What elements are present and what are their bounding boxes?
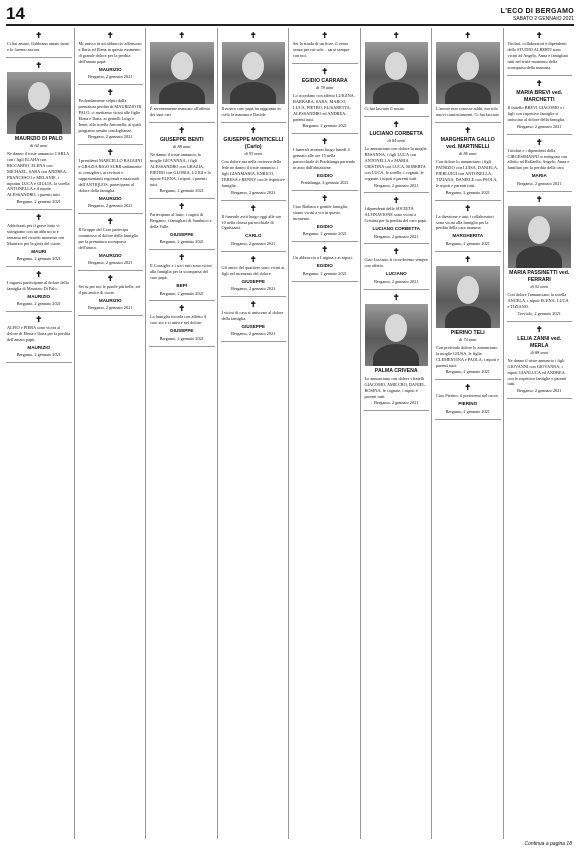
notice-text: La famiglia ricorda con affetto il caro zio e si unisce nel dolore.	[150, 314, 207, 326]
deceased-name: GIUSEPPE MONTICELLI (Carlo)	[223, 136, 284, 151]
obituary-notice	[149, 123, 215, 200]
cross-icon: ✝	[35, 269, 43, 280]
cross-icon: ✝	[249, 124, 257, 135]
column-8	[507, 28, 575, 839]
notice-text: ALFIO e PIERA sono vicini al dolore di Elena e Ilaria per la perdita dell'amato papà.	[7, 325, 71, 343]
cross-icon: ✝	[35, 30, 43, 40]
notice-signature: BEPI	[176, 283, 188, 289]
notice-signature: MAURIZIO	[27, 345, 51, 351]
page-header	[6, 0, 574, 26]
obituary-notice	[221, 201, 287, 252]
notice-text: Sei tu per noi le parole più belle, sei il più amico di cuore.	[78, 284, 141, 296]
notice-text: È sereneamente mancato all'affetto dei suoi cari	[150, 106, 210, 117]
cross-icon: ✝	[249, 30, 257, 40]
notice-place-date: Bergamo, 2 gennaio 2021	[16, 301, 61, 307]
obituary-notice	[6, 210, 72, 267]
obituary-notice	[435, 380, 501, 419]
notice-text: Mi unisco in un abbraccio affettuoso a Ilaria ed Elena in questo momento di grande dolore per la perdita dell'amato papà.	[78, 41, 142, 64]
obituary-notice	[507, 322, 573, 400]
notice-place-date: Bergamo, 2 gennaio 2021	[445, 189, 490, 195]
deceased-name: LELIA ZANNI ved. MERLA	[517, 335, 562, 349]
cross-icon: ✝	[464, 30, 472, 40]
deceased-age: di 78 anni	[316, 84, 334, 90]
notice-place-date: Bergamo, 2 gennaio 2021	[88, 203, 133, 209]
notice-place-date: Bergamo, 2 gennaio 2021	[231, 240, 276, 246]
notice-text: Un abbraccio a Luigina e ai nipoti.	[293, 255, 353, 261]
notice-place-date: Bergamo, 2 gennaio 2021	[302, 123, 347, 129]
notice-text: Ne danno il triste annuncio CARLA con i figli ELAHA con RICCARDO, ELENA con MICHAEL, SARA con ANDREA, FRANCESCO e MELANIE, i nipotini LUCA e GIULIA, la sorella ANTONELLA e il nipote ALESSANDRO, i parenti tutti.	[7, 150, 70, 198]
notice-text: I funerali avranno luogo lunedì 4 gennaio alle ore 15 nella parrocchiale di Pradalunga partendo in auto dall'abitazione.	[293, 147, 356, 171]
continued-note: Continua a pagina 18	[524, 841, 572, 847]
obituary-notice	[6, 58, 72, 210]
notice-text: I ragazzi partecipano al dolore della famiglia di Maurizio Di Palo.	[7, 280, 69, 292]
cross-icon: ✝	[535, 136, 543, 147]
notice-signature: EGIDIO	[316, 263, 333, 269]
deceased-age: di 86 anni	[459, 151, 477, 157]
publication-block	[501, 8, 574, 22]
obituary-notice	[435, 28, 501, 123]
cross-icon: ✝	[464, 253, 472, 264]
deceased-name: MARIA PASSINETTI ved. FERRARI	[509, 269, 570, 283]
notice-text: Addolorati per il grave lutto vi stringiamo con un abbraccio e teniamo nel ricordo momenti con Maurizio per la gioia del cuore.	[7, 223, 65, 246]
notice-text: L'amore non conosce addii, ma solo nuovi cominciamenti. Ci hai lasciato	[436, 106, 500, 117]
notice-place-date: Bergamo, 2 gennaio 2021	[445, 240, 490, 246]
notice-signature: MAURIZIO	[27, 294, 51, 300]
notice-place-date: Bergamo, 2 gennaio 2021	[159, 239, 204, 245]
notice-place-date: Pradalunga, 2 gennaio 2021	[300, 180, 349, 186]
cross-icon: ✝	[35, 314, 43, 325]
obituary-notice	[364, 244, 430, 289]
notice-signature: CARLO	[245, 233, 262, 239]
notice-text: Partecipano al lutto: i cugini di Bergamo, i famigliari di Sambuco e della Valle.	[150, 212, 212, 230]
notice-place-date: Bergamo, 2 gennaio 2021	[88, 74, 133, 80]
obituary-notice	[149, 250, 215, 301]
notice-text: Titolari, collaboratori e dipendenti dello STUDIO ALBERTI sono vicini ad Angelo, Anna e famigliari tutti nel triste momento della scomparsa della mamma.	[507, 41, 569, 70]
notice-text: I titolari e i dipendenti della CIRGESIMANNI si stringono con affetto ad Raffaella, Angelo, Anna e familiari per la perdita della cara	[507, 147, 570, 171]
publication-name: L'ECO DI BERGAMO	[500, 8, 574, 15]
cross-icon: ✝	[178, 30, 186, 40]
portrait-photo	[508, 206, 572, 268]
notice-text: Con profondo dolore lo annunciano la moglie GIUSA, le figlie CLEMENTINA e PAOLA, i nipoti e parenti tutti.	[436, 344, 500, 368]
deceased-name: GIUSEPPE BENTI	[159, 136, 204, 143]
deceased-name: EGIDIO CARRARA	[301, 77, 348, 84]
notice-place-date: Bergamo, 2 gennaio 2021	[445, 408, 490, 414]
columns	[6, 28, 574, 839]
deceased-age: di 84 anni	[387, 138, 405, 144]
deceased-age: di 64 anni	[30, 143, 48, 149]
notice-signature: MAURIZIO	[98, 195, 122, 201]
notice-place-date: Bergamo, 2 gennaio 2021	[374, 400, 419, 406]
notice-text: Ne danno il triste annuncio la moglie GIOVANNA, i figli ALESSANDRO con GRAZIA, PIETRO con GLORIA, LUIGI e la nipote ELENA, i nipoti, i parenti tutti.	[150, 151, 211, 187]
cross-icon: ✝	[249, 253, 257, 264]
obituary-notice	[435, 252, 501, 381]
notice-place-date: Bergamo, 2 gennaio 2021	[517, 180, 562, 186]
notice-place-date: Bergamo, 2 gennaio 2021	[159, 335, 204, 341]
notice-text: Lo annunciano con dolore la moglie RESANNA, i figli LUCA con ANTONELLA e MARIA CRISTINA con LUCA, ROBERTA con LUCA, le sorelle, i cognati, le cognate, i nipoti e parenti tutti.	[364, 146, 427, 181]
obituary-notice	[221, 252, 287, 297]
notice-signature: EGIDIO	[316, 224, 333, 230]
obituary-notice	[435, 201, 501, 252]
deceased-name: LUCIANO CORBETTA	[369, 130, 423, 137]
cross-icon: ✝	[392, 118, 400, 129]
notice-signature: MARGHERITA	[452, 233, 484, 239]
notice-place-date: Bergamo, 2 gennaio 2021	[88, 305, 133, 311]
cross-icon: ✝	[392, 246, 400, 257]
cross-icon: ✝	[392, 291, 400, 302]
portrait-photo	[7, 72, 71, 134]
notice-place-date: Bergamo, 2 gennaio 2021	[16, 256, 61, 262]
portrait-photo	[222, 42, 286, 104]
notice-text: Il nostro caro papà ha raggiunto in cielo la mamma e Davide.	[221, 106, 281, 117]
column-2	[78, 28, 147, 839]
notice-signature: MAURIZIO	[98, 297, 122, 303]
column-3	[149, 28, 218, 839]
notice-place-date: Bergamo, 2 gennaio 2021	[302, 231, 347, 237]
deceased-name: PIERINO TELI	[450, 329, 485, 336]
obituary-notice	[435, 123, 501, 201]
notice-text: Lo annunciano con dolore i fratelli GIACOMO, AMILCRO, DANIEL, ROSINA, le cognate, i nipoti e parenti tutti.	[364, 375, 426, 399]
cross-icon: ✝	[535, 30, 543, 40]
cross-icon: ✝	[106, 147, 114, 158]
cross-icon: ✝	[35, 212, 43, 223]
notice-signature: MARIA	[531, 173, 547, 179]
obituary-notice	[292, 242, 358, 281]
obituary-notice	[6, 267, 72, 312]
obituary-notice	[292, 134, 358, 191]
notice-signature: MAURI	[31, 248, 47, 254]
cross-icon: ✝	[321, 30, 329, 40]
obituary-notice	[507, 76, 573, 135]
deceased-name: MARIA BREVI ved. MARCHETTI	[516, 89, 563, 103]
cross-icon: ✝	[321, 65, 329, 76]
obituary-notice	[221, 297, 287, 342]
notice-text: Lo ricordano con affetto LUIGINA, BARBARA, SARA, MARCO, LUCA, PIETRO, ELISABETTA, ALESSANDRO ed ANDREA, parenti tutti.	[293, 92, 355, 122]
notice-text: Gli amici del quartiere sono vicini ai figli nel momento del dolore.	[221, 264, 285, 276]
deceased-age: di 74 anni	[459, 336, 477, 342]
cross-icon: ✝	[106, 86, 114, 97]
obituary-notice	[78, 271, 144, 316]
obituary-notice	[78, 214, 144, 271]
notice-place-date: Bergamo, 2 gennaio 2021	[159, 188, 204, 194]
notice-signature: GIUSEPPE	[241, 278, 265, 284]
notice-text: I vicini di casa si uniscono al dolore della famiglia.	[221, 309, 284, 321]
obituary-notice	[507, 135, 573, 192]
deceased-age: di 93 anni	[244, 151, 262, 157]
notice-place-date: Bergamo, 2 gennaio 2021	[16, 199, 61, 205]
cross-icon: ✝	[106, 216, 114, 227]
notice-text: I presidenti MARCELLO RAGGINI e GRAZIA RIGO SURR unitamente ai consiglieri, ai revisori e rappresentanti regionali e nazionali dell'ANTIQUOS, partecipano al dolore della famiglia.	[78, 158, 142, 193]
notice-signature: MAURIZIO	[98, 252, 122, 258]
column-6	[364, 28, 433, 839]
notice-place-date: Bergamo, 2 gennaio 2021	[374, 182, 419, 188]
notice-text: Con dolore ma nella certezza della fede ne danno il triste annuncio i figli GIANMARIA, ENRICO, TERESA e RENNY con le rispettive famiglie.	[221, 159, 285, 188]
notice-place-date: Bergamo, 2 gennaio 2021	[374, 233, 419, 239]
cross-icon: ✝	[178, 252, 186, 263]
notice-place-date: Bergamo, 2 gennaio 2021	[16, 352, 61, 358]
obituary-notice	[292, 64, 358, 135]
notice-signature: MAURIZIO	[98, 66, 122, 72]
deceased-name: PALMA CRIVENA	[374, 367, 418, 374]
deceased-age: di 88 anni	[530, 349, 548, 355]
notice-place-date: Bergamo, 2 gennaio 2021	[517, 123, 562, 129]
deceased-name: MARGHERITA GALLO ved. MARTINELLI	[440, 136, 495, 151]
notice-text: Profondamente colpiti dalla prematura perdita di MAURIZIO DI PALO, ci mettiamo vicini alle figlie Elena e Ilaria, ai gemelli Luigi e Irene, alla sorella Antonella, ai quali porgiamo sentite condoglianze.	[78, 97, 142, 133]
cross-icon: ✝	[392, 30, 400, 40]
obituary-notice	[364, 28, 430, 117]
notice-text: Ci hai lasciato il nostro	[364, 106, 405, 111]
portrait-photo	[365, 42, 429, 104]
obituary-notice	[292, 191, 358, 242]
notice-place-date: Bergamo, 2 gennaio 2021	[374, 278, 419, 284]
notice-text: Il funerale avrà luogo oggi alle ore 10 nella chiesa parrocchiale di Ognissanti.	[221, 213, 282, 231]
obituary-notice	[507, 192, 573, 322]
notice-place-date: Bergamo, 2 gennaio 2021	[517, 388, 562, 394]
obituary-notice	[149, 28, 215, 123]
notice-place-date: Bergamo, 2 gennaio 2021	[445, 369, 490, 375]
obituary-notice	[78, 85, 144, 145]
notice-signature: GIUSEPPE	[241, 323, 265, 329]
portrait-photo	[365, 304, 429, 366]
notice-text: Ci hai amato, Gabbiano amato tanto e lo faremo ancora.	[7, 41, 70, 52]
obituary-notice	[292, 28, 358, 64]
cross-icon: ✝	[321, 136, 329, 147]
obituary-notice	[149, 199, 215, 250]
cross-icon: ✝	[106, 30, 114, 40]
obituary-notice	[221, 123, 287, 201]
cross-icon: ✝	[178, 201, 186, 212]
notice-signature: GIUSEPPE	[170, 232, 194, 238]
column-5	[292, 28, 361, 839]
cross-icon: ✝	[392, 195, 400, 206]
notice-text: Con dolore lo annunciano i figli PATRIZIO con LUISA, DANIELA, PIERLUIGI con ANTONELLA, TIZIANA, DANIELE con PAOLA, le nipoti e parenti tutti.	[436, 159, 499, 188]
obituary-notice	[6, 28, 72, 58]
notice-text: Ciao Barbara e gentile famiglia, siamo vicini a voi in questo momento.	[293, 204, 349, 222]
deceased-age: di 92 anni	[530, 283, 548, 289]
cross-icon: ✝	[178, 303, 186, 314]
notice-signature: GIUSEPPE	[170, 328, 194, 334]
obituary-notice	[149, 301, 215, 346]
notice-text: Sei la strada di un fiore, il vento senza per cui sole... sarai sempre con noi.	[293, 41, 350, 58]
portrait-photo	[436, 266, 500, 328]
cross-icon: ✝	[321, 193, 329, 204]
portrait-photo	[436, 42, 500, 104]
notice-text: Il Gruppo del Coro partecipa commosso al dolore della famiglia per la prematura scomparsa dell'amico.	[78, 227, 138, 250]
cross-icon: ✝	[106, 273, 114, 284]
notice-signature: LUCIANO	[385, 271, 407, 277]
notice-text: Ne danno il triste annuncio i figli GIOVANNI con GIOVANNA, i nipoti GIANLUCA ed ANDREA con le rispettive famiglie e parenti tutti.	[507, 357, 567, 387]
notice-text: Il Consiglio e i soci tutti sono vicini alla famiglia per la scomparsa del caro papà.	[150, 263, 212, 281]
notice-signature: EGIDIO	[316, 173, 333, 179]
cross-icon: ✝	[464, 382, 472, 393]
notice-place-date: Bergamo, 2 gennaio 2021	[302, 270, 347, 276]
cross-icon: ✝	[464, 202, 472, 213]
portrait-photo	[150, 42, 214, 104]
obituary-notice	[364, 193, 430, 244]
notice-place-date: Bergamo, 2 gennaio 2021	[159, 290, 204, 296]
notice-place-date: Bergamo, 2 gennaio 2021	[231, 189, 276, 195]
notice-place-date: Bergamo, 2 gennaio 2021	[88, 260, 133, 266]
column-1	[6, 28, 75, 839]
deceased-age: di 88 anni	[173, 144, 191, 150]
obituary-notice	[364, 290, 430, 412]
obituary-notice	[507, 28, 573, 76]
notice-text: Ciao Luciano, ti ricorderemo sempre con affetto.	[364, 257, 428, 269]
deceased-name: MAURIZIO DI PALO	[14, 135, 63, 142]
cross-icon: ✝	[249, 202, 257, 213]
obituary-notice	[78, 145, 144, 214]
notice-text: La direzione e tutti i collaboratori sono vicini alla famiglia per la perdita della cara mamma.	[436, 213, 494, 231]
notice-signature: PIERINO	[458, 401, 478, 407]
obituary-notice	[221, 28, 287, 123]
cross-icon: ✝	[321, 244, 329, 255]
cross-icon: ✝	[464, 124, 472, 135]
notice-text: Il fratello BREVI GIACOMO e i figli con rispettive famiglie si uniscono al dolore della famiglia.	[507, 104, 566, 122]
cross-icon: ✝	[535, 77, 543, 88]
column-4	[221, 28, 290, 839]
notice-place-date: Bergamo, 2 gennaio 2021	[88, 134, 133, 140]
column-7	[435, 28, 504, 839]
notice-place-date: Treviolo, 2 gennaio 2021	[517, 310, 561, 316]
cross-icon: ✝	[249, 298, 257, 309]
cross-icon: ✝	[535, 193, 543, 204]
notice-text: Ciao Pierino, ti porteremo nel cuore.	[436, 393, 499, 399]
notice-place-date: Bergamo, 2 gennaio 2021	[231, 285, 276, 291]
cross-icon: ✝	[35, 59, 43, 70]
obituary-notice	[6, 312, 72, 363]
cross-icon: ✝	[535, 323, 543, 334]
notice-place-date: Bergamo, 2 gennaio 2021	[231, 330, 276, 336]
notice-text: Con dolore l'annunciano la sorella ANGELA, i nipoti ELENA, LUCA e TIZIANO.	[507, 291, 569, 309]
notice-signature: LUCIANO CORBETTA	[372, 226, 420, 232]
obituary-notice	[78, 28, 144, 85]
cross-icon: ✝	[178, 124, 186, 135]
publication-date: SABATO 2 GENNAIO 2021	[513, 16, 574, 22]
notice-text: I dipendenti della SOCIETÀ ALTINAVIONE sono vicini a Cristina per la perdita del caro papà.	[364, 206, 427, 224]
page-number: 14	[6, 4, 25, 23]
obituary-notice	[364, 117, 430, 194]
